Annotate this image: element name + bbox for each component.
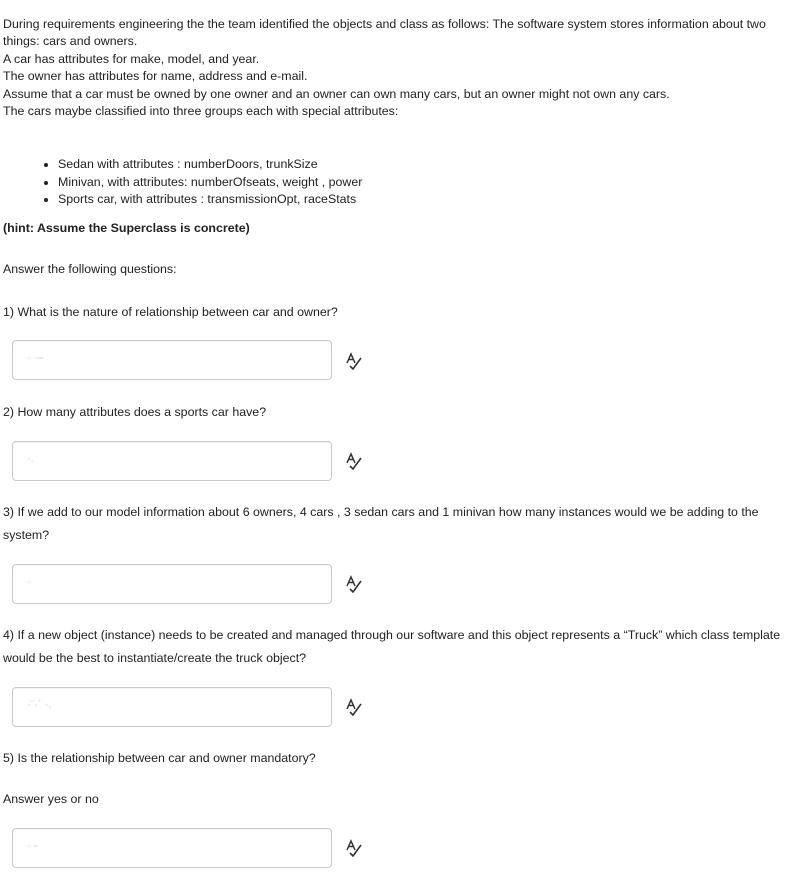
list-item: • Sports car, with attributes : transmissionOpt, raceStats (58, 191, 362, 209)
answer-value: ·¨·´ ·. (27, 699, 52, 711)
answer-input-5[interactable] (12, 828, 332, 868)
spellcheck-icon[interactable] (344, 575, 364, 593)
intro-line: Assume that a car must be owned by one owner and an owner can own many cars, but an owner might not own any cars. (3, 86, 670, 101)
problem-statement (3, 16, 793, 120)
intro-line: A car has attributes for make, model, and year. (3, 51, 260, 66)
answer-input-4[interactable] (12, 687, 332, 727)
answer-input-1[interactable] (12, 340, 332, 380)
spellcheck-icon[interactable] (344, 839, 364, 857)
list-item: • Minivan, with attributes: numberOfseats, weight , power (58, 174, 362, 192)
spellcheck-icon[interactable] (344, 352, 364, 370)
spellcheck-icon[interactable] (344, 698, 364, 716)
question-2: 2) How many attributes does a sports car have? (3, 405, 267, 419)
question-5: 5) Is the relationship between car and owner mandatory? (3, 751, 316, 765)
spellcheck-icon[interactable] (344, 452, 364, 470)
intro-line: The owner has attributes for name, address and e-mail. (3, 69, 308, 84)
question-3: 3) If we add to our model information about 6 owners, 4 cars , 3 sedan cars and 1 minivan how many instances would we be adding to the system? (3, 505, 759, 542)
car-groups-list (44, 156, 362, 209)
intro-line: During requirements engineering the the team identified the objects and class as follows: The software system stores information about two things: cars and owners. (3, 17, 766, 49)
list-item: • Sedan with attributes : numberDoors, trunkSize (58, 156, 362, 174)
hint-text: (hint: Assume the Superclass is concrete) (3, 221, 250, 235)
answer-value: · (27, 576, 31, 588)
answer-input-2[interactable] (12, 441, 332, 481)
answer-value: ·. (27, 453, 34, 465)
answer-value: · - (27, 840, 38, 852)
question-4: 4) If a new object (instance) needs to be created and managed through our software and this object represents a “Truck” which class template would be the best to instantiate/create the truck object? (3, 628, 781, 665)
answer-format-note: Answer yes or no (3, 792, 99, 806)
question-1: 1) What is the nature of relationship between car and owner? (3, 305, 338, 319)
instruction-text: Answer the following questions: (3, 262, 177, 276)
answer-input-3[interactable] (12, 564, 332, 604)
answer-value: · ·– (27, 352, 44, 364)
intro-line: The cars maybe classified into three groups each with special attributes: (3, 104, 399, 119)
